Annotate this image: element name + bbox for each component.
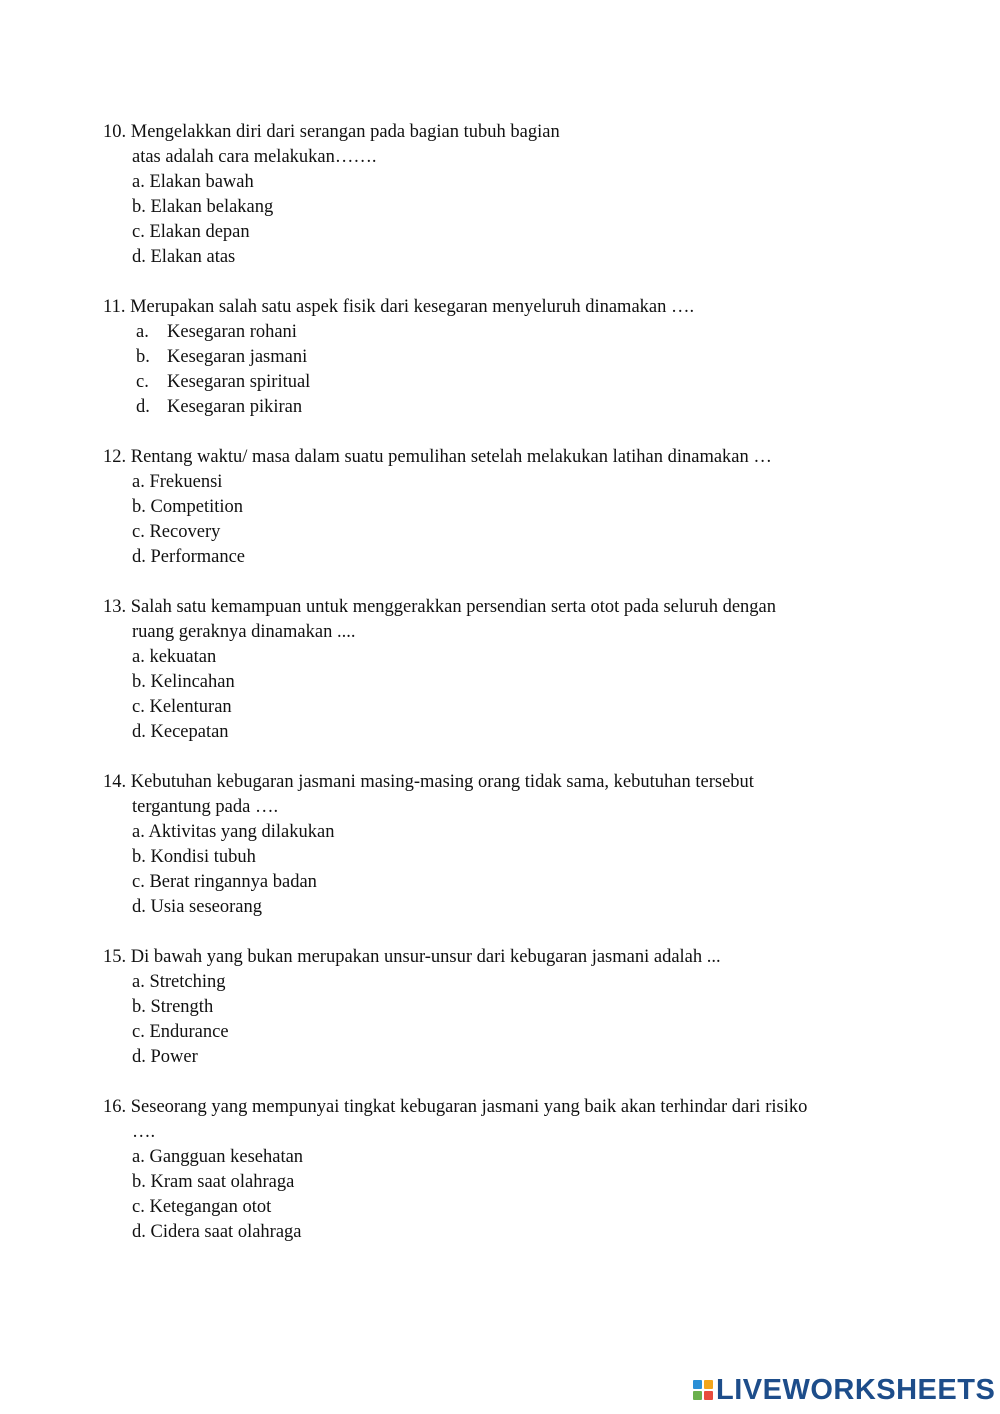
option-letter: c. — [132, 1197, 145, 1217]
option-letter: c. — [132, 522, 145, 542]
option-letter: d. — [132, 722, 146, 742]
question-text: 16. Seseorang yang mempunyai tingkat kebugaran jasmani yang baik akan terhindar dari risiko — [103, 1097, 808, 1117]
question-text: 10. Mengelakkan diri dari serangan pada bagian tubuh bagian — [103, 122, 560, 142]
logo-tile — [693, 1391, 702, 1400]
option-letter: d. — [132, 547, 146, 567]
question-13 — [103, 595, 903, 745]
answer-option[interactable] — [103, 1220, 903, 1245]
question-text: 15. Di bawah yang bukan merupakan unsur-unsur dari kebugaran jasmani adalah ... — [103, 947, 721, 967]
answer-option[interactable] — [103, 995, 903, 1020]
option-letter: d. — [132, 897, 146, 917]
answer-option[interactable] — [103, 220, 903, 245]
option-text: Kesegaran rohani — [167, 322, 297, 342]
question-10 — [103, 120, 903, 270]
logo-tile — [704, 1380, 713, 1389]
option-text: Kesegaran pikiran — [167, 397, 303, 417]
answer-option[interactable] — [103, 195, 903, 220]
answer-option[interactable] — [103, 895, 903, 920]
option-text: Ketegangan otot — [149, 1197, 272, 1217]
option-letter: c. — [132, 222, 145, 242]
answer-option[interactable] — [103, 1170, 903, 1195]
question-text: tergantung pada …. — [132, 797, 279, 817]
option-text: Elakan depan — [149, 222, 250, 242]
option-text: Kelincahan — [150, 672, 235, 692]
option-letter: b. — [132, 847, 146, 867]
option-letter: b. — [132, 497, 146, 517]
option-letter: d. — [132, 247, 146, 267]
answer-option[interactable] — [103, 1195, 903, 1220]
answer-option[interactable] — [103, 695, 903, 720]
answer-option[interactable] — [103, 520, 903, 545]
option-text: Endurance — [149, 1022, 229, 1042]
answer-option[interactable] — [103, 1020, 903, 1045]
question-text: …. — [132, 1122, 156, 1142]
option-letter: a. — [132, 172, 145, 192]
answer-option[interactable] — [103, 345, 903, 370]
option-text: Kondisi tubuh — [150, 847, 256, 867]
logo-text: LIVEWORKSHEETS — [716, 1373, 996, 1406]
option-text: Elakan atas — [150, 247, 236, 267]
answer-option[interactable] — [103, 970, 903, 995]
option-text: Frekuensi — [149, 472, 223, 492]
option-letter: a. — [132, 1147, 145, 1167]
answer-option[interactable] — [103, 645, 903, 670]
option-letter: b. — [132, 997, 146, 1017]
option-letter: c. — [136, 372, 149, 392]
option-letter: b. — [132, 1172, 146, 1192]
question-text: ruang geraknya dinamakan .... — [132, 622, 356, 642]
question-15 — [103, 945, 903, 1070]
question-text: 12. Rentang waktu/ masa dalam suatu pemulihan setelah melakukan latihan dinamakan … — [103, 447, 772, 467]
option-letter: b. — [132, 672, 146, 692]
option-text: Elakan bawah — [149, 172, 254, 192]
answer-option[interactable] — [103, 820, 903, 845]
liveworksheets-logo[interactable] — [693, 1375, 995, 1405]
option-text: Kram saat olahraga — [150, 1172, 295, 1192]
answer-option[interactable] — [103, 395, 903, 420]
logo-tile — [704, 1391, 713, 1400]
option-text: Cidera saat olahraga — [150, 1222, 302, 1242]
option-letter: c. — [132, 1022, 145, 1042]
liveworksheets-logo-icon — [693, 1380, 713, 1400]
option-letter: d. — [132, 1047, 146, 1067]
answer-option[interactable] — [103, 1145, 903, 1170]
answer-option[interactable] — [103, 170, 903, 195]
question-text: 13. Salah satu kemampuan untuk menggerakkan persendian serta otot pada seluruh dengan — [103, 597, 776, 617]
question-text: 11. Merupakan salah satu aspek fisik dari kesegaran menyeluruh dinamakan …. — [103, 297, 695, 317]
option-letter: b. — [136, 347, 150, 367]
option-text: Berat ringannya badan — [149, 872, 317, 892]
option-text: Power — [150, 1047, 198, 1067]
option-letter: a. — [132, 972, 145, 992]
answer-option[interactable] — [103, 320, 903, 345]
option-letter: a. — [132, 822, 145, 842]
answer-option[interactable] — [103, 1045, 903, 1070]
option-text: Kecepatan — [150, 722, 229, 742]
option-text: Elakan belakang — [150, 197, 274, 217]
answer-option[interactable] — [103, 470, 903, 495]
answer-option[interactable] — [103, 495, 903, 520]
option-text: Performance — [150, 547, 246, 567]
option-letter: b. — [132, 197, 146, 217]
answer-option[interactable] — [103, 670, 903, 695]
answer-option[interactable] — [103, 245, 903, 270]
question-11 — [103, 295, 903, 420]
question-14 — [103, 770, 903, 920]
question-text: atas adalah cara melakukan……. — [132, 147, 377, 167]
option-text: Usia seseorang — [150, 897, 262, 917]
answer-option[interactable] — [103, 720, 903, 745]
option-text: Kelenturan — [149, 697, 232, 717]
option-text: Stretching — [149, 972, 226, 992]
answer-option[interactable] — [103, 545, 903, 570]
question-text: 14. Kebutuhan kebugaran jasmani masing-masing orang tidak sama, kebutuhan tersebut — [103, 772, 754, 792]
option-letter: d. — [136, 397, 150, 417]
option-letter: a. — [132, 647, 145, 667]
answer-option[interactable] — [103, 870, 903, 895]
answer-option[interactable] — [103, 370, 903, 395]
option-text: Kesegaran spiritual — [167, 372, 311, 392]
option-letter: c. — [132, 697, 145, 717]
option-text: Aktivitas yang dilakukan — [148, 822, 335, 842]
option-text: Strength — [150, 997, 214, 1017]
option-letter: a. — [132, 472, 145, 492]
option-text: Recovery — [149, 522, 221, 542]
logo-tile — [693, 1380, 702, 1389]
option-letter: c. — [132, 872, 145, 892]
option-letter: a. — [136, 322, 149, 342]
option-text: Kesegaran jasmani — [167, 347, 308, 367]
option-text: Competition — [150, 497, 243, 517]
option-text: kekuatan — [149, 647, 217, 667]
option-letter: d. — [132, 1222, 146, 1242]
option-text: Gangguan kesehatan — [149, 1147, 304, 1167]
question-16 — [103, 1095, 903, 1245]
question-12 — [103, 445, 903, 570]
answer-option[interactable] — [103, 845, 903, 870]
